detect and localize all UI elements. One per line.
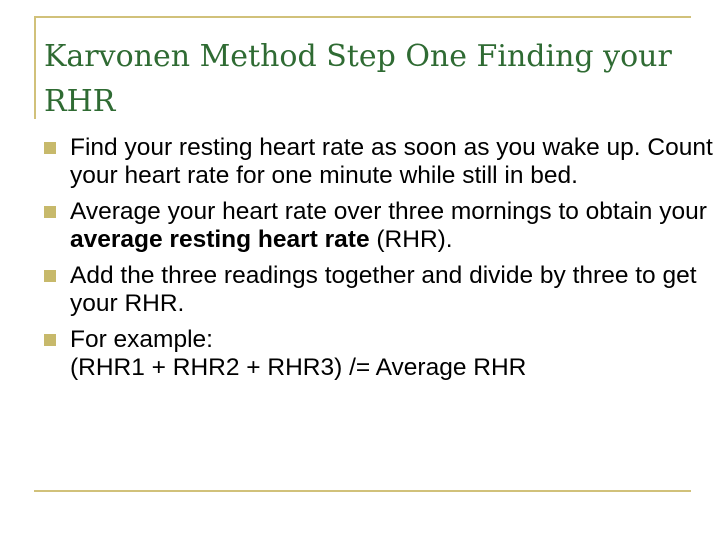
bullet-text-start: Average your heart rate over three mornings to obtain your bbox=[70, 198, 707, 225]
bullet-item-resting-rate bbox=[44, 134, 714, 190]
bullet-text bbox=[70, 198, 714, 254]
square-bullet-icon bbox=[44, 270, 56, 282]
square-bullet-icon bbox=[44, 142, 56, 154]
bullet-item-add-readings bbox=[44, 262, 714, 318]
bullet-text: Find your resting heart rate as soon as you wake up. Count your heart rate for one minute while still in bed. bbox=[70, 134, 713, 189]
square-bullet-icon bbox=[44, 206, 56, 218]
example-label: For example: bbox=[70, 326, 213, 353]
square-bullet-icon bbox=[44, 334, 56, 346]
bullet-text bbox=[70, 326, 714, 382]
bullet-text-end: (RHR). bbox=[369, 226, 453, 253]
bullet-item-example bbox=[44, 326, 714, 382]
bullet-text: Add the three readings together and divide by three to get your RHR. bbox=[70, 262, 697, 317]
bullet-text-emphasis: average resting heart rate bbox=[70, 226, 370, 253]
bullet-list bbox=[44, 134, 714, 390]
slide-title: Karvonen Method Step One Finding your RHR bbox=[44, 39, 672, 119]
top-rule bbox=[34, 16, 691, 18]
bottom-rule bbox=[34, 490, 691, 492]
bullet-item-average-rate bbox=[44, 198, 714, 254]
side-rule bbox=[34, 16, 36, 119]
example-formula: (RHR1 + RHR2 + RHR3) /= Average RHR bbox=[70, 354, 527, 381]
